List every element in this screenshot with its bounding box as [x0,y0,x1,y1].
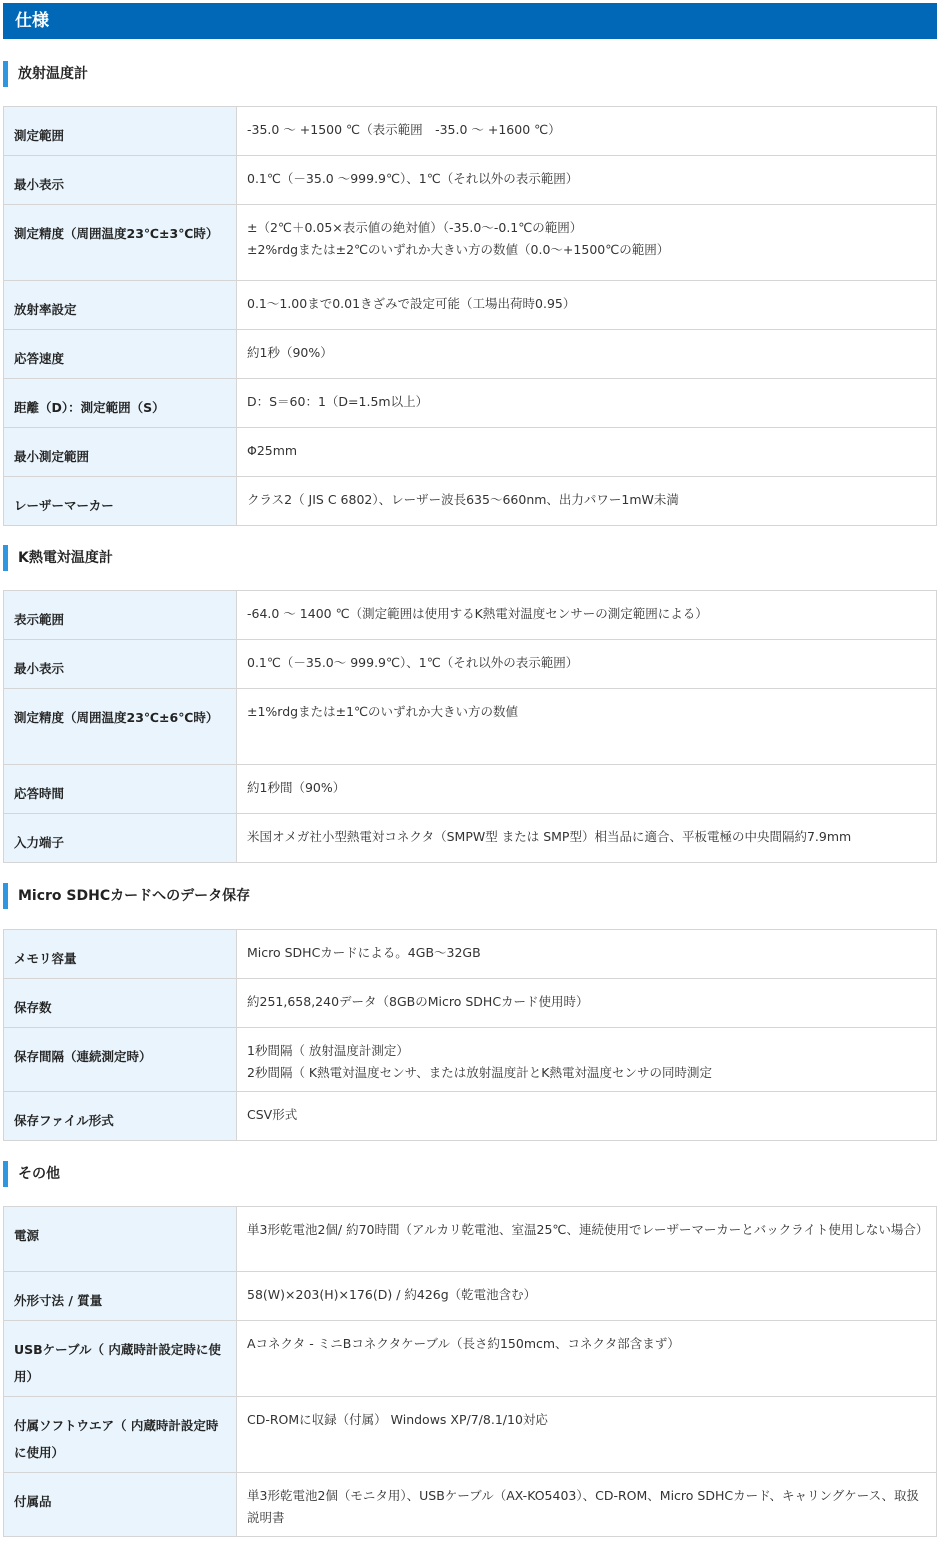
spec-label: 最小表示 [4,156,237,205]
spec-label: 距離（D）：測定範囲（S） [4,379,237,428]
table-row [4,379,937,428]
spec-value: 約1秒（90%） [237,330,937,379]
spec-value: D：S＝60：1（D=1.5m以上） [237,379,937,428]
table-row [4,477,937,526]
spec-value: CSV形式 [237,1092,937,1141]
spec-label: 入力端子 [4,814,237,863]
spec-label: レーザーマーカー [4,477,237,526]
table-row [4,1397,937,1473]
spec-value: 単3形乾電池2個/ 約70時間（アルカリ乾電池、室温25℃、連続使用でレーザーマーカーとバックライト使用しない場合） [237,1207,937,1272]
table-row [4,1207,937,1272]
spec-table-k-thermocouple [3,590,937,863]
table-row [4,814,937,863]
spec-value: 1秒間隔（ 放射温度計測定） 2秒間隔（ K熱電対温度センサ、または放射温度計とK熱電対温度センサの同時測定 [237,1028,937,1092]
spec-table-other [3,1206,937,1537]
spec-value: ±（2℃＋0.05×表示値の絶対値）（-35.0～-0.1℃の範囲） ±2%rdgまたは±2℃のいずれか大きい方の数値（0.0～+1500℃の範囲） [237,205,937,281]
spec-value: 0.1℃（－35.0～ 999.9℃）、1℃（それ以外の表示範囲） [237,640,937,689]
spec-label: 放射率設定 [4,281,237,330]
spec-value: -35.0 ～ +1500 ℃（表示範囲 -35.0 ～ +1600 ℃） [237,107,937,156]
table-row [4,107,937,156]
table-row [4,1272,937,1321]
table-row [4,281,937,330]
table-row [4,156,937,205]
spec-table-microsdhc-storage [3,929,937,1141]
table-row [4,1321,937,1397]
spec-label: 応答速度 [4,330,237,379]
spec-table-radiation-thermometer [3,106,937,526]
section-heading-radiation-thermometer: 放射温度計 [3,61,88,87]
spec-label: 外形寸法 / 質量 [4,1272,237,1321]
table-row [4,930,937,979]
spec-label: 測定精度（周囲温度23℃±3℃時） [4,205,237,281]
spec-value: 58(W)×203(H)×176(D) / 約426g（乾電池含む） [237,1272,937,1321]
section-heading-other: その他 [3,1161,60,1187]
table-row [4,591,937,640]
spec-label: 測定範囲 [4,107,237,156]
spec-value: ±1%rdgまたは±1℃のいずれか大きい方の数値 [237,689,937,765]
spec-label: 付属品 [4,1473,237,1537]
table-row [4,979,937,1028]
table-row [4,689,937,765]
spec-label: 最小測定範囲 [4,428,237,477]
spec-label: 保存間隔（連続測定時） [4,1028,237,1092]
spec-value: 約251,658,240データ（8GBのMicro SDHCカード使用時） [237,979,937,1028]
table-row [4,330,937,379]
spec-label: 最小表示 [4,640,237,689]
spec-label: 表示範囲 [4,591,237,640]
spec-value: Φ25mm [237,428,937,477]
table-row [4,765,937,814]
spec-label: USBケーブル（ 内蔵時計設定時に使用） [4,1321,237,1397]
table-row [4,1473,937,1537]
spec-label: 応答時間 [4,765,237,814]
section-heading-k-thermocouple: K熱電対温度計 [3,545,113,571]
spec-value: 米国オメガ社小型熱電対コネクタ（SMPW型 または SMP型）相当品に適合、平板電極の中央間隔約7.9mm [237,814,937,863]
spec-value: CD-ROMに収録（付属） Windows XP/7/8.1/10対応 [237,1397,937,1473]
spec-value: 約1秒間（90%） [237,765,937,814]
table-row [4,205,937,281]
spec-value: Micro SDHCカードによる。4GB～32GB [237,930,937,979]
spec-value: 0.1℃（－35.0 ～999.9℃）、1℃（それ以外の表示範囲） [237,156,937,205]
spec-value: -64.0 ～ 1400 ℃（測定範囲は使用するK熱電対温度センサーの測定範囲による） [237,591,937,640]
spec-value: クラス2（ JIS C 6802）、レーザー波長635～660nm、出力パワー1mW未満 [237,477,937,526]
spec-label: 測定精度（周囲温度23℃±6℃時） [4,689,237,765]
spec-label: 電源 [4,1207,237,1272]
spec-value: 0.1～1.00まで0.01きざみで設定可能（工場出荷時0.95） [237,281,937,330]
table-row [4,640,937,689]
table-row [4,1092,937,1141]
table-row [4,1028,937,1092]
table-row [4,428,937,477]
page-title: 仕様 [3,3,937,39]
spec-label: 保存数 [4,979,237,1028]
spec-label: 保存ファイル形式 [4,1092,237,1141]
section-heading-microsdhc-storage: Micro SDHCカードへのデータ保存 [3,883,250,909]
spec-label: 付属ソフトウエア（ 内蔵時計設定時に使用） [4,1397,237,1473]
spec-value: Aコネクタ - ミニBコネクタケーブル（長さ約150mcm、コネクタ部含まず） [237,1321,937,1397]
spec-label: メモリ容量 [4,930,237,979]
spec-value: 単3形乾電池2個（モニタ用）、USBケーブル（AX-KO5403）、CD-ROM、Micro SDHCカード、キャリングケース、取扱説明書 [237,1473,937,1537]
